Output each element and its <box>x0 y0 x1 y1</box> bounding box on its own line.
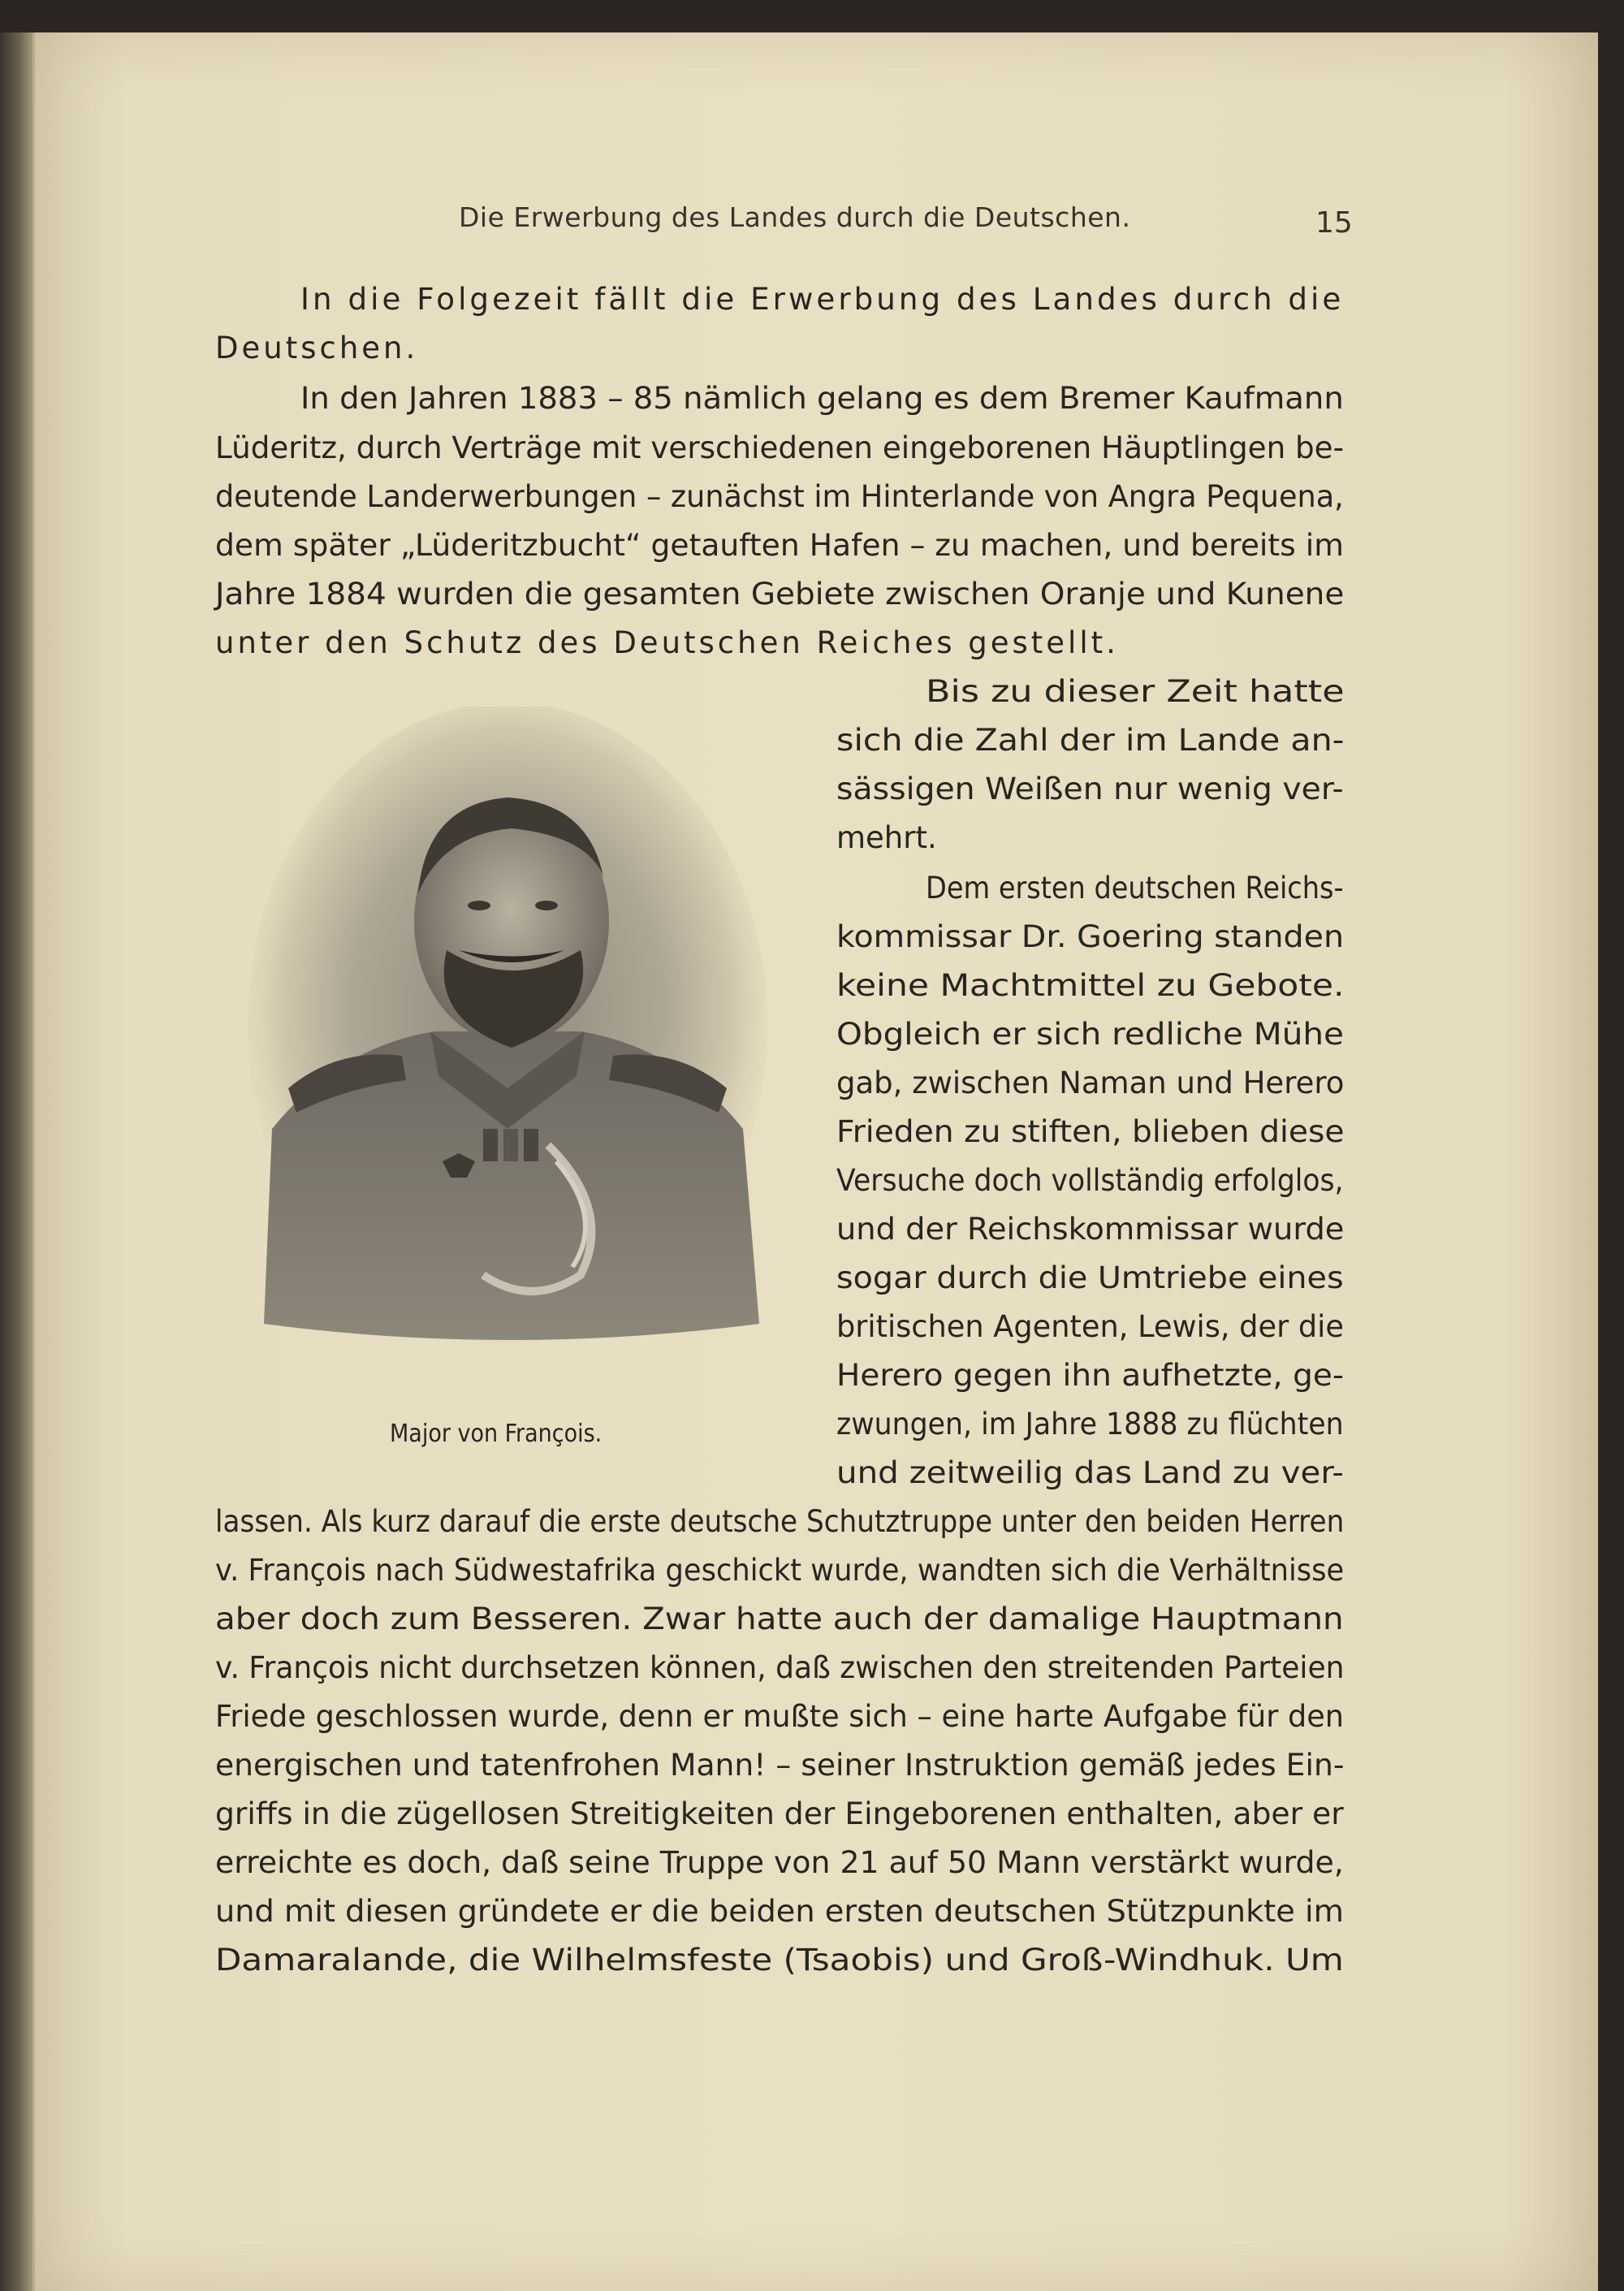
body-line: erreichte es doch, daß seine Truppe von 21 auf 50 Mann verstärkt wurde, <box>215 1845 1344 1880</box>
page-number: 15 <box>1315 206 1353 240</box>
body-line: v. François nach Südwestafrika geschickt wurde, wandten sich die Verhältnisse <box>215 1553 1345 1588</box>
body-line: lassen. Als kurz darauf die erste deutsche Schutztruppe unter den beiden Herren <box>215 1504 1345 1539</box>
body-line: sich die Zahl der im Lande an- <box>836 723 1345 758</box>
body-line: zwungen, im Jahre 1888 zu flüchten <box>836 1407 1344 1442</box>
body-line: Friede geschlossen wurde, denn er mußte sich – eine harte Aufgabe für den <box>215 1699 1344 1734</box>
body-line: Lüderitz, durch Verträge mit verschiedenen eingeborenen Häuptlingen be- <box>215 430 1345 465</box>
body-line: Jahre 1884 wurden die gesamten Gebiete zwischen Oranje und Kunene <box>215 577 1345 612</box>
body-line: mehrt. <box>836 820 937 855</box>
body-line: v. François nicht durchsetzen können, daß zwischen den streitenden Parteien <box>215 1650 1345 1685</box>
body-line: energischen und tatenfrohen Mann! – seiner Instruktion gemäß jedes Ein- <box>215 1748 1345 1783</box>
body-line: britischen Agenten, Lewis, der die <box>836 1309 1344 1344</box>
body-line: sässigen Weißen nur wenig ver- <box>836 772 1344 806</box>
body-line: Bis zu dieser Zeit hatte <box>926 674 1345 709</box>
body-line: aber doch zum Besseren. Zwar hatte auch der damalige Hauptmann <box>215 1602 1344 1636</box>
body-line: Damaralande, die Wilhelmsfeste (Tsaobis) und Groß-Windhuk. Um <box>215 1943 1344 1978</box>
body-line: Frieden zu stiften, blieben diese <box>836 1114 1345 1149</box>
body-line: gab, zwischen Naman und Herero <box>836 1066 1345 1100</box>
book-gutter <box>0 32 32 2291</box>
body-line: sogar durch die Umtriebe eines <box>836 1260 1344 1295</box>
body-line: und mit diesen gründete er die beiden ersten deutschen Stützpunkte im <box>215 1894 1344 1929</box>
body-line: und der Reichskommissar wurde <box>836 1212 1345 1247</box>
body-line: Obgleich er sich redliche Mühe <box>836 1017 1344 1052</box>
body-line: unter den Schutz des Deutschen Reiches gestellt. <box>215 625 1119 660</box>
body-line: Herero gegen ihn aufhetzte, ge- <box>836 1358 1344 1393</box>
body-line: keine Machtmittel zu Gebote. <box>836 968 1345 1003</box>
body-line: In die Folgezeit fällt die Erwerbung des Landes durch die <box>300 282 1345 317</box>
body-line: dem später „Lüderitzbucht“ getauften Hafen – zu machen, und bereits im <box>215 528 1344 563</box>
body-line: Versuche doch vollständig erfolglos, <box>836 1163 1344 1198</box>
running-head: Die Erwerbung des Landes durch die Deutschen. <box>459 201 1131 233</box>
body-line: und zeitweilig das Land zu ver- <box>836 1455 1344 1490</box>
body-line: kommissar Dr. Goering standen <box>836 919 1345 954</box>
figure-caption: Major von François. <box>390 1420 603 1448</box>
body-line: Dem ersten deutschen Reichs- <box>926 871 1344 906</box>
body-line: griffs in die zügellosen Streitigkeiten der Eingeborenen enthalten, aber er <box>215 1796 1344 1831</box>
body-line: In den Jahren 1883 – 85 nämlich gelang es dem Bremer Kaufmann <box>300 381 1344 416</box>
body-line: Deutschen. <box>215 331 419 365</box>
body-line: deutende Landerwerbungen – zunächst im Hinterlande von Angra Pequena, <box>215 479 1344 514</box>
portrait-illustration <box>240 707 775 1356</box>
